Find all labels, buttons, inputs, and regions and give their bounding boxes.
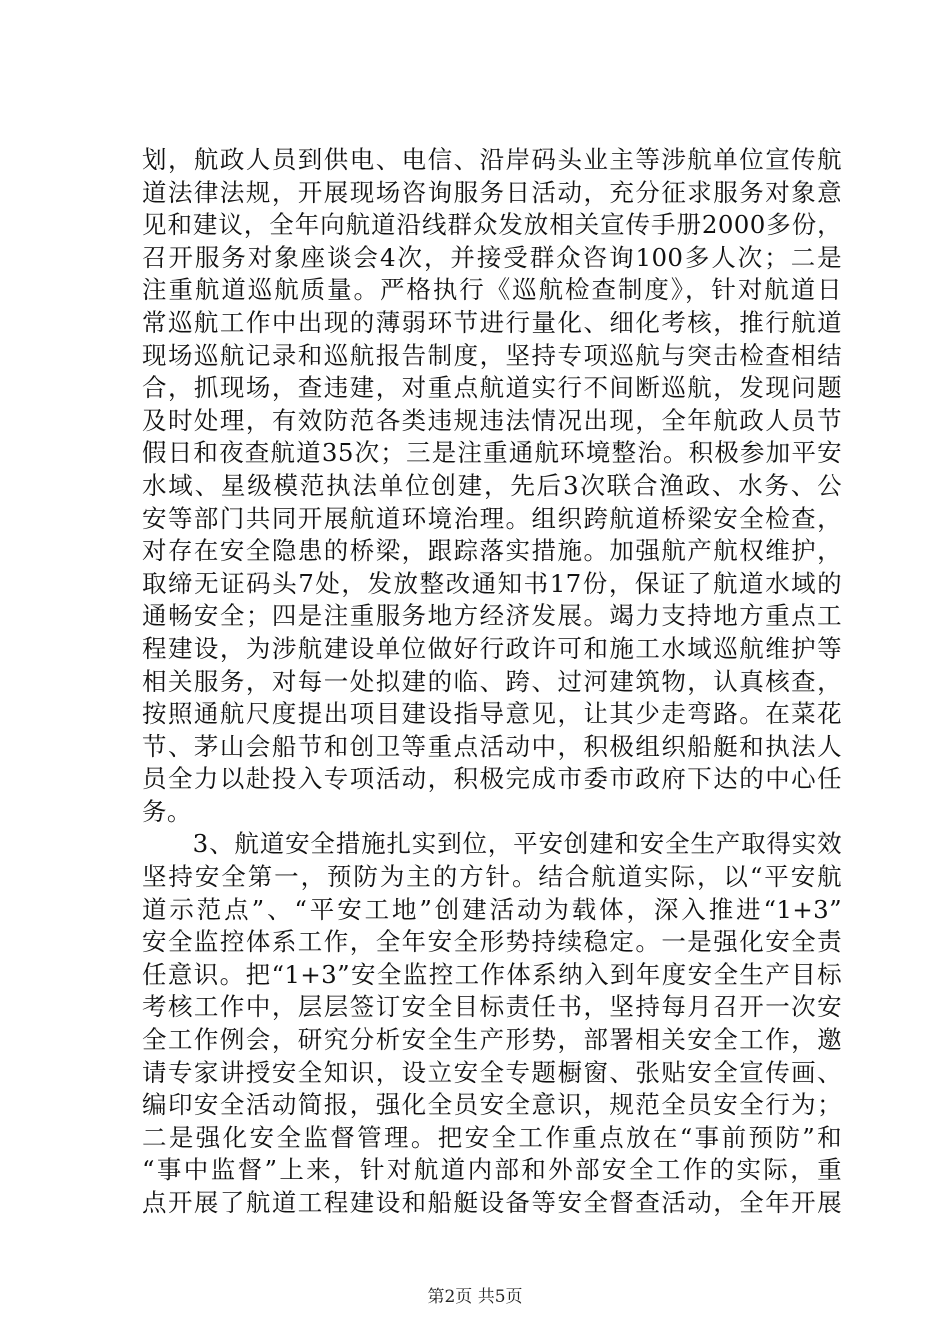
text-line: 安等部门共同开展航道环境治理。组织跨航道桥梁安全检查， (142, 503, 842, 533)
text-line: 水域、星级模范执法单位创建，先后3次联合渔政、水务、公 (142, 470, 842, 500)
text-line: 务。 (142, 796, 192, 826)
text-line: 取缔无证码头7处，发放整改通知书17份，保证了航道水域的 (142, 568, 842, 598)
text-line: 合，抓现场，查违建，对重点航道实行不间断巡航，发现问题 (142, 373, 842, 403)
text-line: 全工作例会，研究分析安全生产形势，部署相关安全工作，邀 (142, 1025, 842, 1055)
text-line: 注重航道巡航质量。严格执行《巡航检查制度》，针对航道日 (142, 275, 842, 305)
text-line: 员全力以赴投入专项活动，积极完成市委市政府下达的中心任 (142, 764, 842, 794)
text-line: 点开展了航道工程建设和船艇设备等安全督查活动，全年开展 (142, 1188, 842, 1217)
text-line: 相关服务，对每一处拟建的临、跨、过河建筑物，认真核查， (142, 666, 842, 696)
text-line: 编印安全活动简报，强化全员安全意识，规范全员安全行为； (142, 1090, 842, 1120)
text-line: 对存在安全隐患的桥梁，跟踪落实措施。加强航产航权维护， (142, 536, 842, 566)
document-body (142, 144, 842, 1220)
text-line: 按照通航尺度提出项目建设指导意见，让其少走弯路。在菜花 (142, 699, 842, 729)
page-number: 第2页 共5页 (427, 1287, 523, 1307)
text-line: 道法律法规，开展现场咨询服务日活动，充分征求服务对象意 (142, 177, 842, 207)
text-line: 现场巡航记录和巡航报告制度，坚持专项巡航与突击检查相结 (142, 340, 842, 370)
text-line: 任意识。把“1+3”安全监控工作体系纳入到年度安全生产目标 (142, 959, 842, 989)
text-line: 请专家讲授安全知识，设立安全专题橱窗、张贴安全宣传画、 (142, 1057, 842, 1087)
text-line: “事中监督”上来，针对航道内部和外部安全工作的实际，重 (142, 1155, 842, 1185)
text-line: 坚持安全第一，预防为主的方针。结合航道实际，以“平安航 (142, 862, 842, 892)
text-line: 常巡航工作中出现的薄弱环节进行量化、细化考核，推行航道 (142, 307, 842, 337)
text-line: 安全监控体系工作，全年安全形势持续稳定。一是强化安全责 (142, 927, 842, 957)
text-line: 见和建议，全年向航道沿线群众发放相关宣传手册2000多份， (142, 210, 842, 240)
text-line: 节、茅山会船节和创卫等重点活动中，积极组织船艇和执法人 (142, 731, 842, 761)
text-line: 二是强化安全监督管理。把安全工作重点放在“事前预防”和 (142, 1122, 842, 1152)
text-line: 道示范点”、“平安工地”创建活动为载体，深入推进“1+3” (142, 894, 842, 924)
text-line: 假日和夜查航道35次；三是注重通航环境整治。积极参加平安 (142, 438, 842, 468)
text-line: 3、航道安全措施扎实到位，平安创建和安全生产取得实效 (142, 829, 842, 859)
text-line: 划，航政人员到供电、电信、沿岸码头业主等涉航单位宣传航 (142, 145, 842, 174)
text-line: 通畅安全；四是注重服务地方经济发展。竭力支持地方重点工 (142, 601, 842, 631)
text-line: 考核工作中，层层签订安全目标责任书，坚持每月召开一次安 (142, 992, 842, 1022)
text-line: 召开服务对象座谈会4次，并接受群众咨询100多人次；二是 (142, 242, 842, 272)
text-line: 及时处理，有效防范各类违规违法情况出现，全年航政人员节 (142, 405, 842, 435)
text-line: 程建设，为涉航建设单位做好行政许可和施工水域巡航维护等 (142, 633, 842, 663)
